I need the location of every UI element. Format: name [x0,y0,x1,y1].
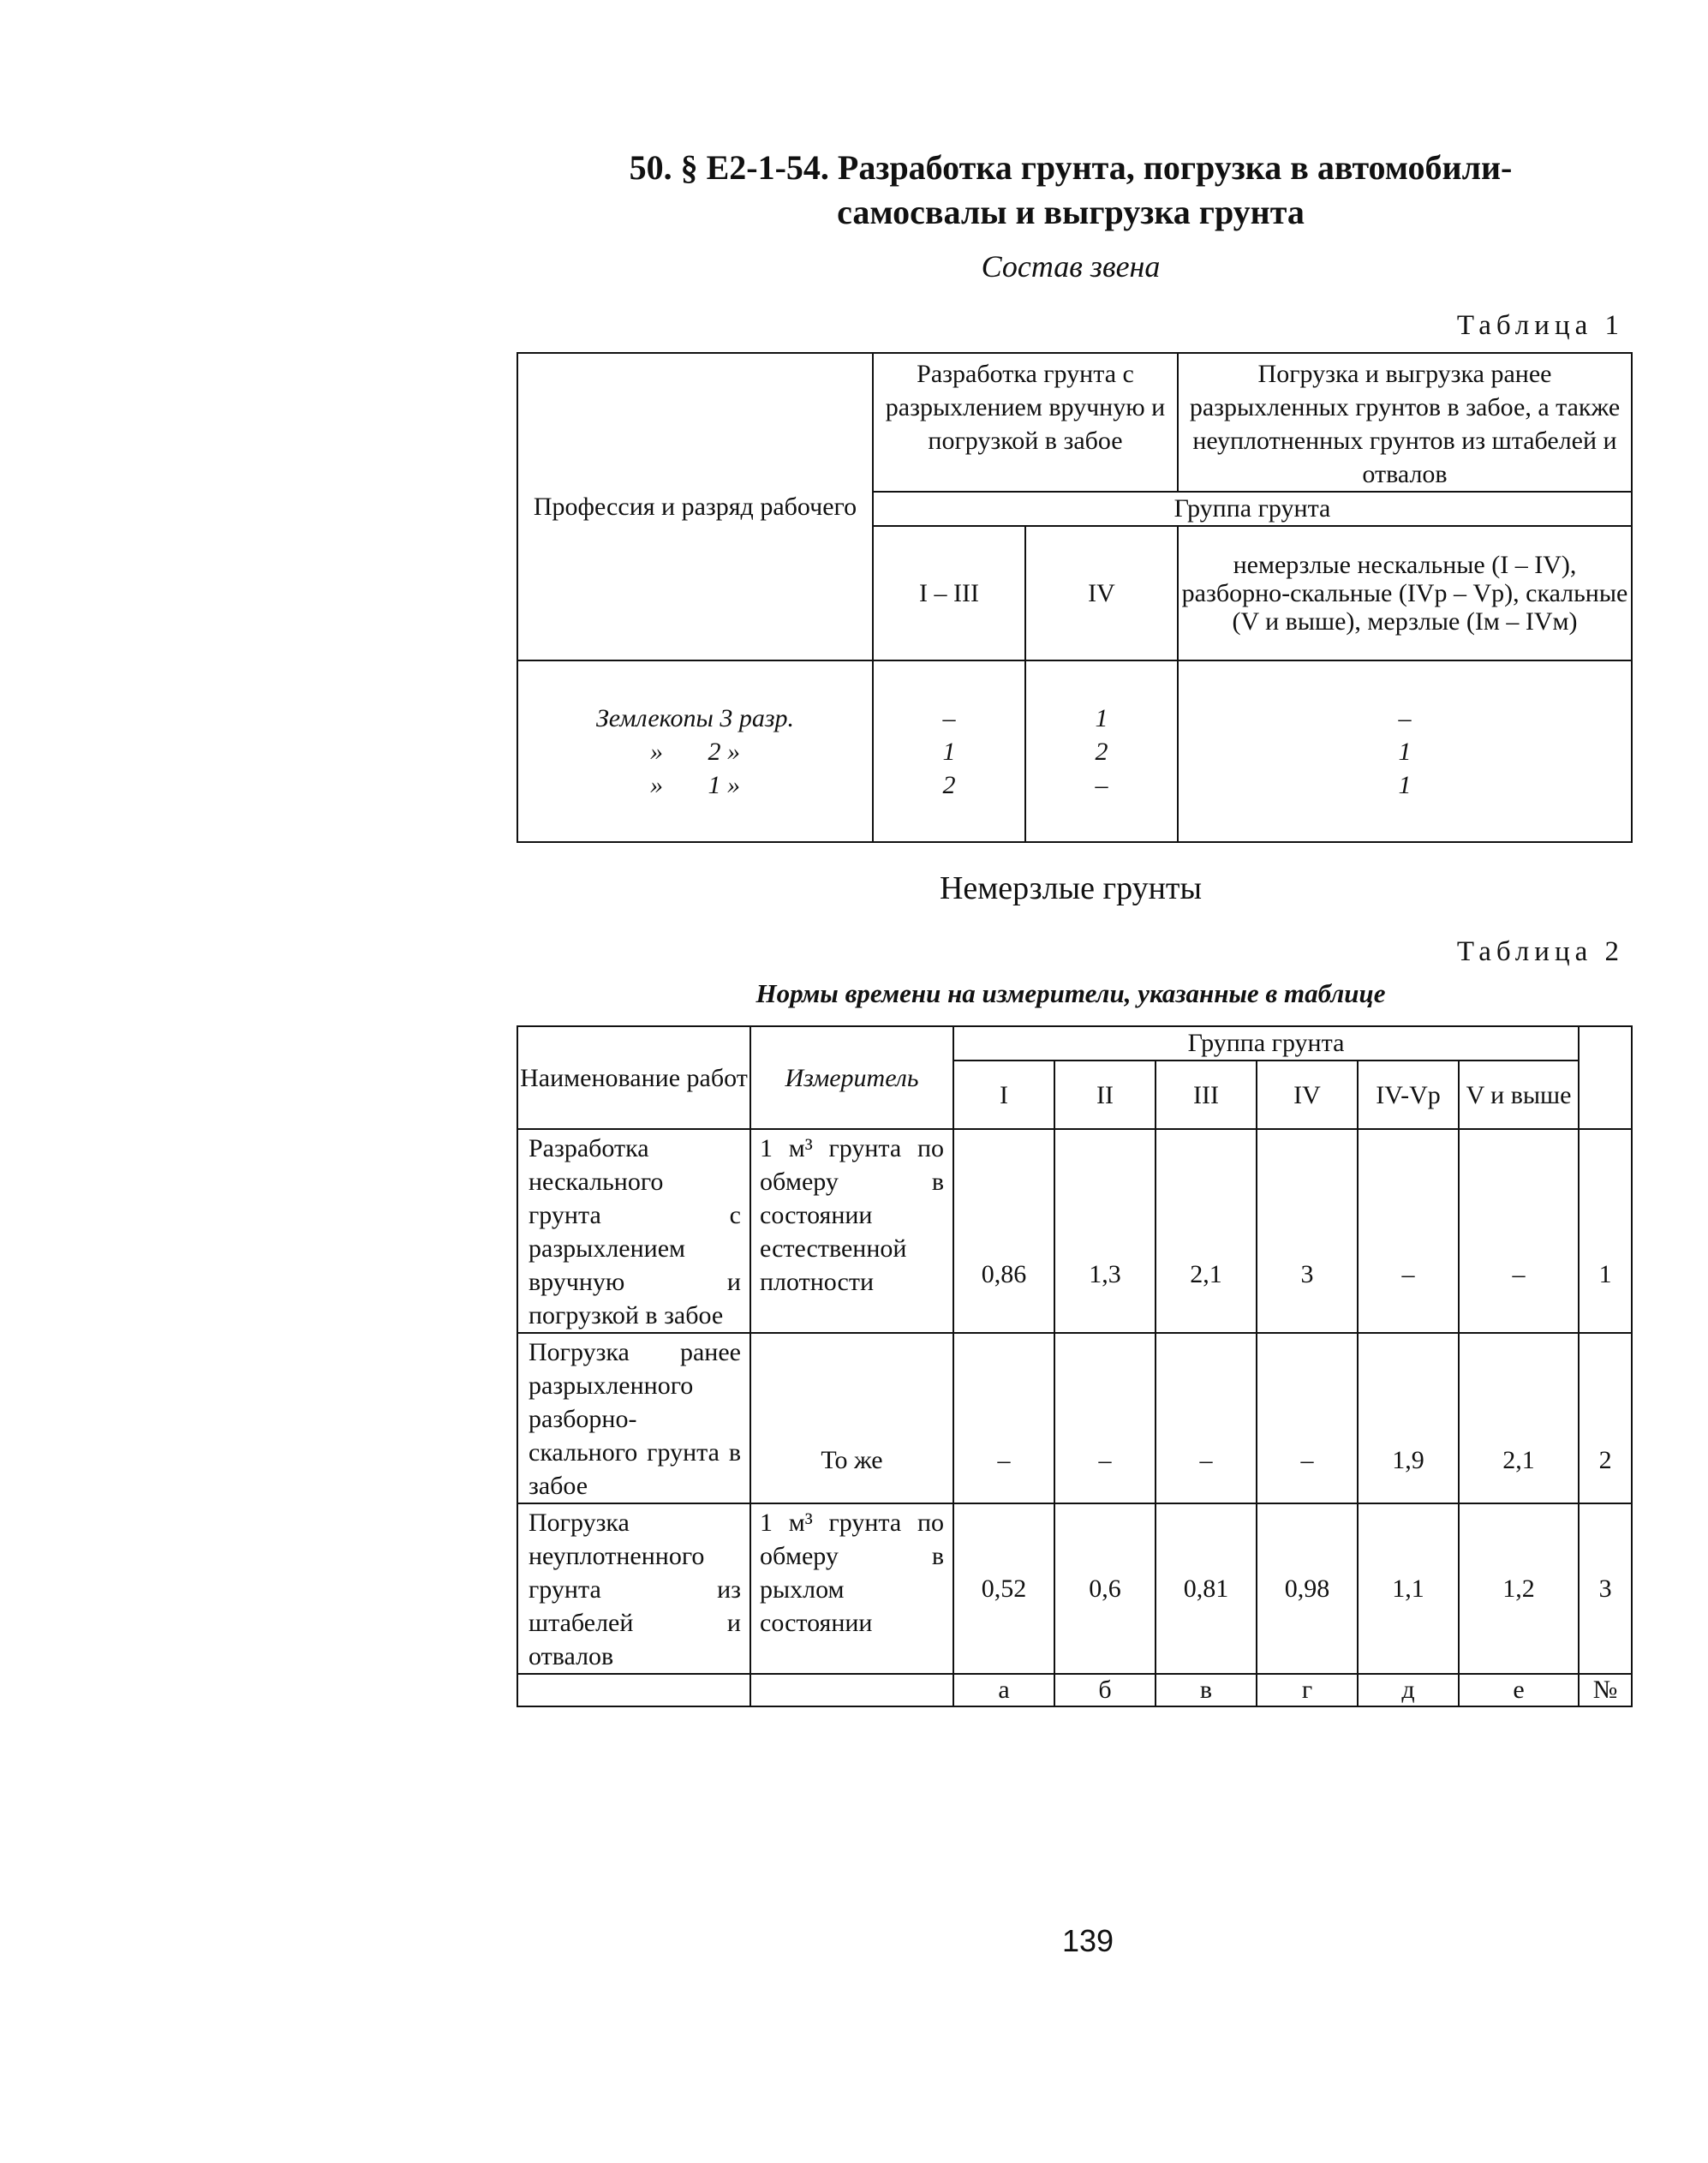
t1-v3-3: 1 [1398,770,1412,799]
t2-row3-val-e: 1,2 [1459,1503,1579,1674]
t2-group-v: V и выше [1459,1061,1579,1129]
t2-row2-val-a: – [953,1333,1054,1503]
crew-line-1: Землекопы 3 разр. [595,703,795,732]
page-number: 139 [1061,1923,1114,1958]
title-line-2: самосвалы и выгрузка грунта [837,193,1305,231]
t1-group-2: IV [1025,526,1178,660]
t2-row2-val-v: – [1156,1333,1257,1503]
t1-values-col3 [1178,660,1632,842]
t2-header-unit: Измеритель [750,1026,953,1129]
t2-row1-val-b: 1,3 [1054,1129,1156,1333]
t2-row2-val-e: 2,1 [1459,1333,1579,1503]
t2-row3-val-a: 0,52 [953,1503,1054,1674]
t2-group-iv: IV [1257,1061,1358,1129]
section-heading: Немерзлые грунты [939,870,1203,906]
t2-row1-val-v: 2,1 [1156,1129,1257,1333]
t1-header-development: Разработка грунта с разрыхлением вручную и погрузкой в забое [873,353,1178,492]
t1-v1-3: 2 [942,770,956,799]
t2-row1-val-g: 3 [1257,1129,1358,1333]
t2-row2-val-b: – [1054,1333,1156,1503]
table-row [517,1129,1632,1333]
title-line-1: 50. § Е2-1-54. Разработка грунта, погрузка в автомобили- [629,148,1513,187]
t2-letters-blank-1 [517,1674,750,1706]
t1-v2-1: 1 [1095,703,1108,732]
t2-row1-val-e: – [1459,1129,1579,1333]
t2-row3-work: Погрузка неуплотненного грунта из штабелей и отвалов [517,1503,750,1674]
section-title [514,146,1627,235]
t1-values-col2 [1025,660,1178,842]
t2-group-iv-vp: IV-Vр [1358,1061,1459,1129]
t2-group-i: I [953,1061,1054,1129]
table1-label: Таблица 1 [1456,310,1624,341]
t1-values-col1 [873,660,1025,842]
t2-row3-val-v: 0,81 [1156,1503,1257,1674]
t1-v1-1: – [942,703,956,732]
t1-v2-3: – [1095,770,1108,799]
t2-row3-val-g: 0,98 [1257,1503,1358,1674]
t2-row1-unit: 1 м³ грунта по обмеру в состоянии естественной плотности [750,1129,953,1333]
table-row-letters [517,1674,1632,1706]
t2-row3-val-d: 1,1 [1358,1503,1459,1674]
t2-row3-unit: 1 м³ грунта по обмеру в рыхлом состоянии [750,1503,953,1674]
t2-letter-v: в [1156,1674,1257,1706]
crew-table [517,352,1633,843]
t2-letter-b: б [1054,1674,1156,1706]
t2-letters-blank-2 [750,1674,953,1706]
t2-letter-d: д [1358,1674,1459,1706]
t1-v3-2: 1 [1398,737,1412,766]
t1-v3-1: – [1398,703,1412,732]
t2-header-group: Группа грунта [953,1026,1579,1061]
t2-num-label: № [1579,1674,1632,1706]
t1-header-group: Группа грунта [873,492,1632,526]
t1-v2-2: 2 [1095,737,1108,766]
t1-group-3: немерзлые нескальные (I – IV), разборно-скальные (IVр – Vр), скальные (V и выше), мерзлые (Iм – IVм) [1178,526,1632,660]
t2-letter-e: е [1459,1674,1579,1706]
t1-header-loading: Погрузка и выгрузка ранее разрыхленных грунтов в забое, а также неуплотненных грунтов из штабелей и отвалов [1178,353,1632,492]
t2-row2-work: Погрузка ранее разрыхленного разборно-скального грунта в забое [517,1333,750,1503]
t2-header-blank [1579,1026,1632,1129]
norms-table [517,1025,1633,1707]
t1-crew [517,660,873,842]
t2-letter-g: г [1257,1674,1358,1706]
t1-v1-2: 1 [942,737,956,766]
t2-header-work: Наименование работ [517,1026,750,1129]
table-row [517,1503,1632,1674]
crew-line-3: » 1 » [650,770,740,799]
crew-line-2: » 2 » [650,737,740,766]
table2-caption: Нормы времени на измерители, указанные в таблице [755,978,1386,1008]
crew-subtitle: Состав звена [981,249,1161,284]
t1-header-profession: Профессия и разряд рабочего [517,353,873,660]
t2-row2-val-d: 1,9 [1358,1333,1459,1503]
t2-row2-num: 2 [1579,1333,1632,1503]
table-row [517,1333,1632,1503]
t2-row2-val-g: – [1257,1333,1358,1503]
t2-letter-a: а [953,1674,1054,1706]
t2-group-ii: II [1054,1061,1156,1129]
t2-row2-unit: То же [750,1333,953,1503]
t2-row1-val-d: – [1358,1129,1459,1333]
t2-group-iii: III [1156,1061,1257,1129]
table2-label: Таблица 2 [1456,936,1624,967]
t2-row3-num: 3 [1579,1503,1632,1674]
t2-row1-val-a: 0,86 [953,1129,1054,1333]
t2-row3-val-b: 0,6 [1054,1503,1156,1674]
t1-group-1: I – III [873,526,1025,660]
t2-row1-work: Разработка нескального грунта с разрыхлением вручную и погрузкой в забое [517,1129,750,1333]
t2-row1-num: 1 [1579,1129,1632,1333]
